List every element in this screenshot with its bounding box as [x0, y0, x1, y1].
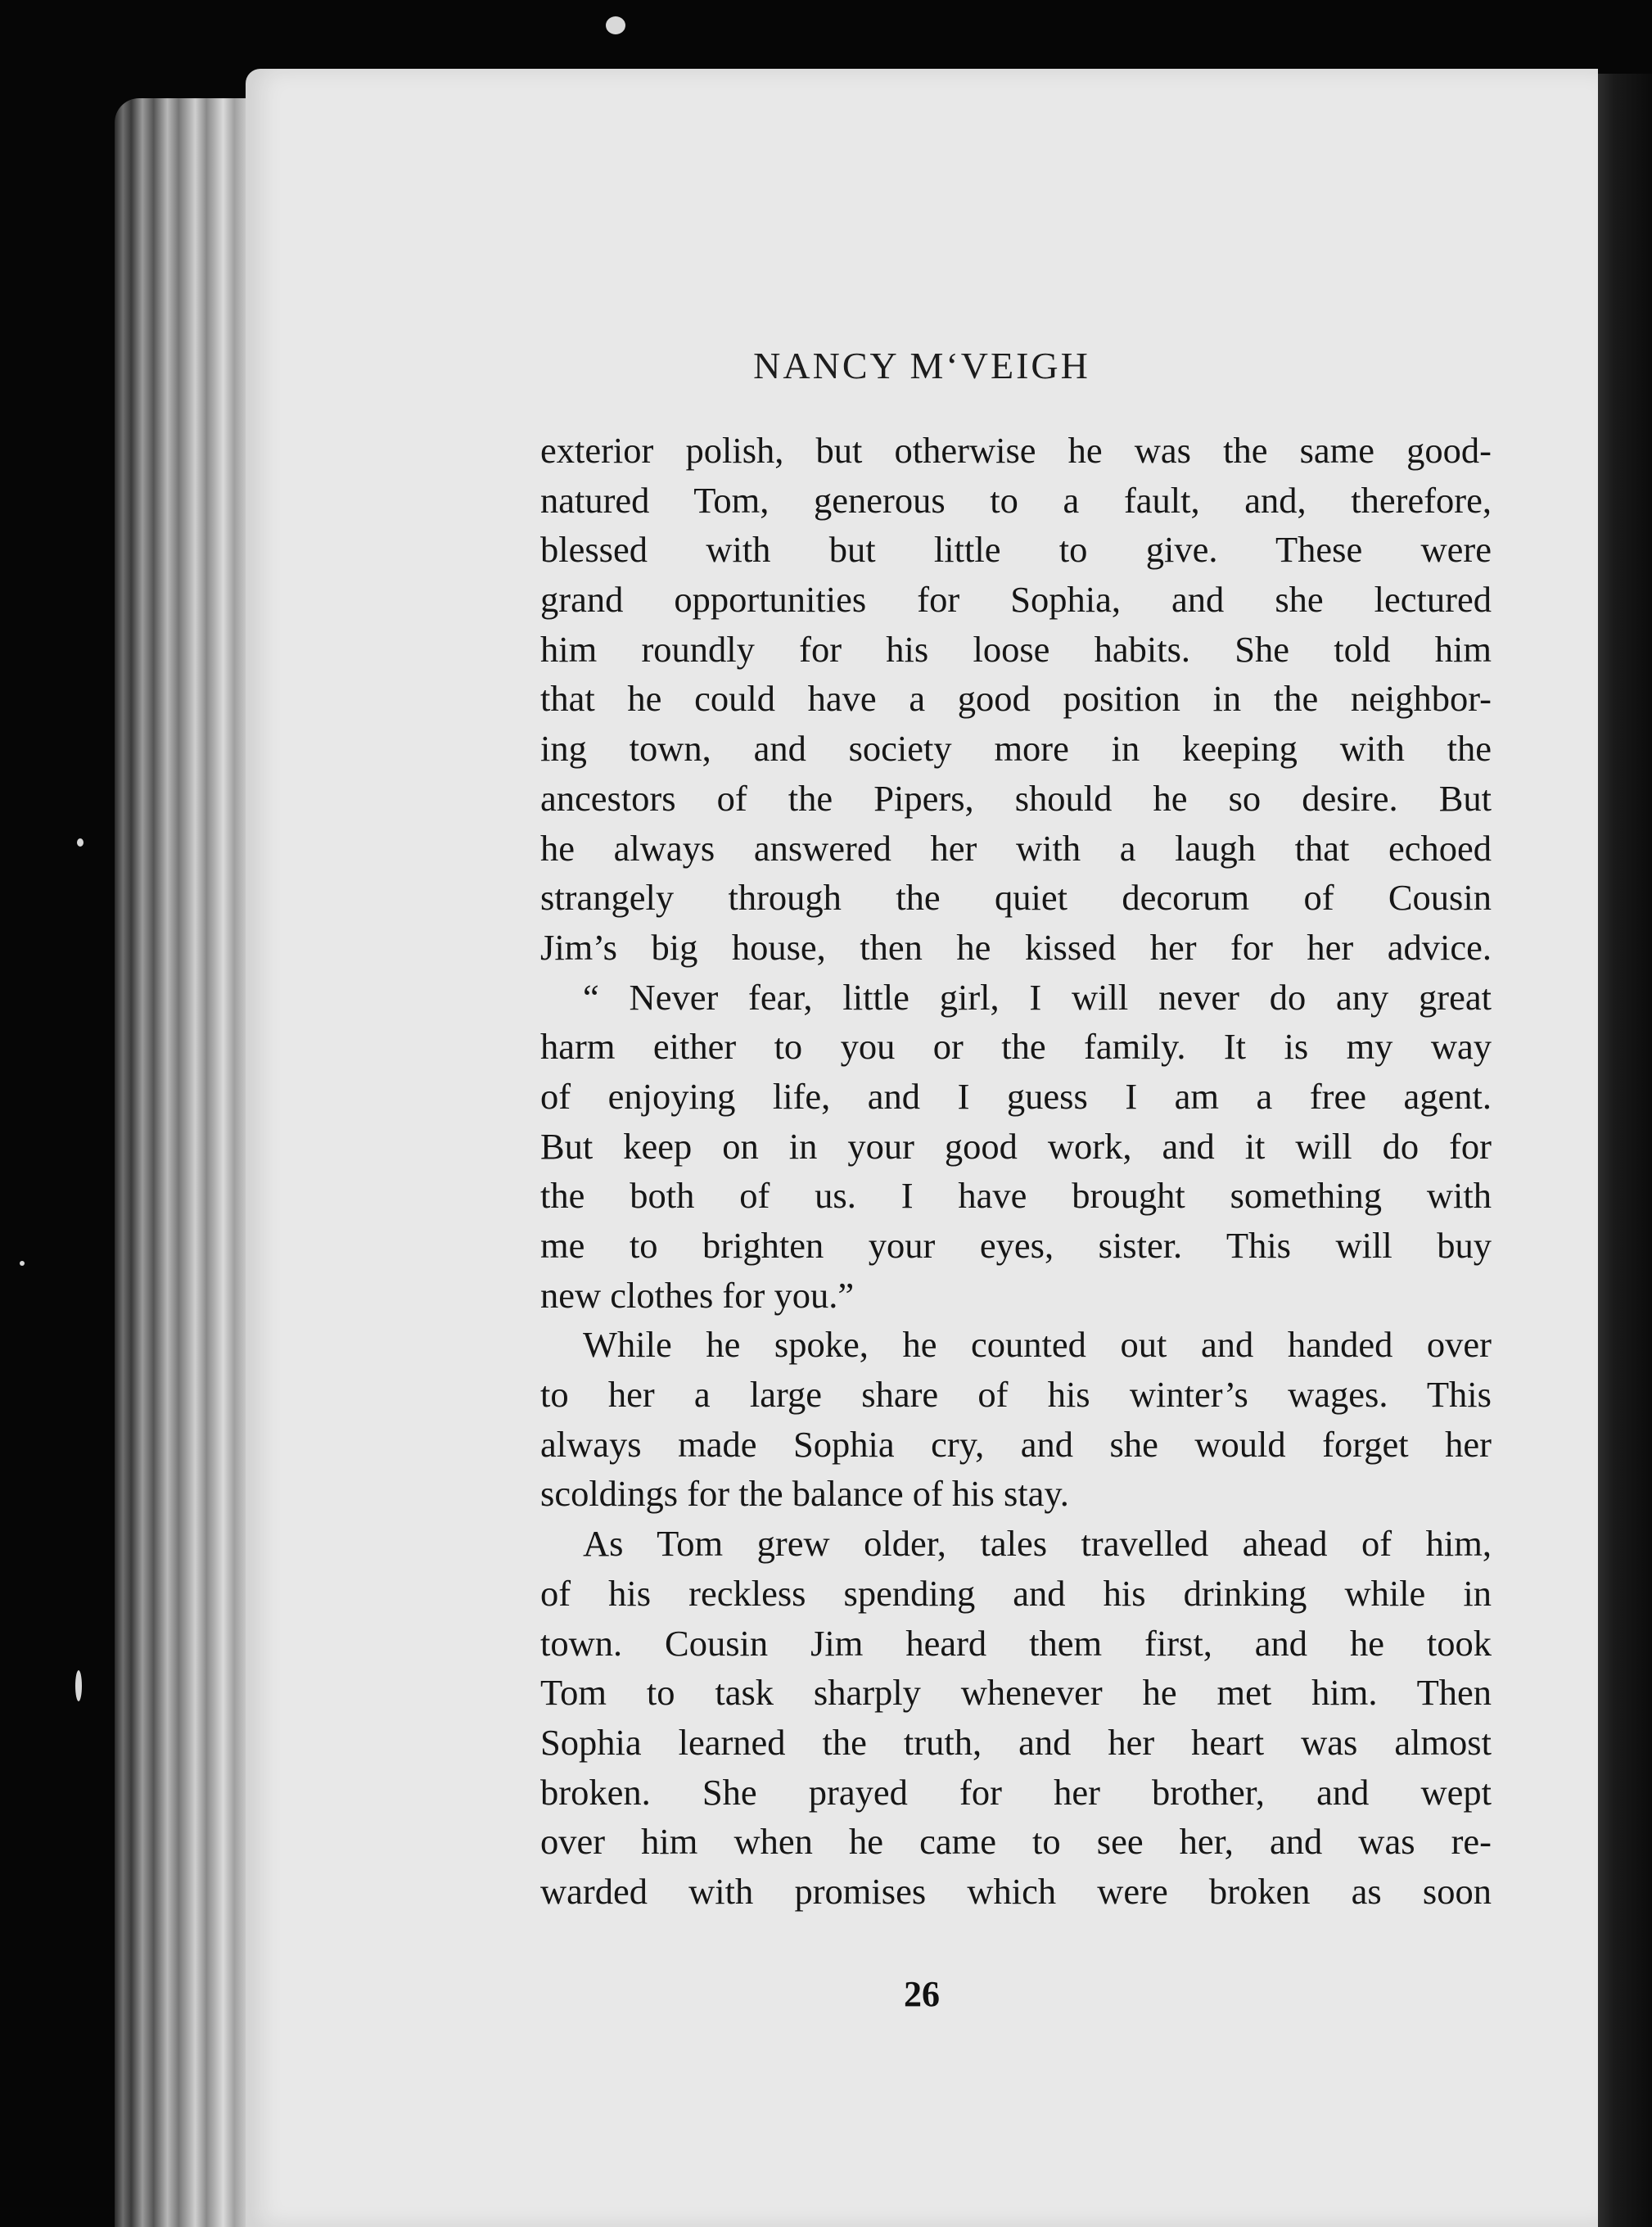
text-line-21: always made Sophia cry, and she would forget her [540, 1423, 1492, 1465]
text-line-25: town. Cousin Jim heard them first, and he took [540, 1622, 1492, 1664]
book-page [246, 69, 1598, 2227]
text-line-2: natured Tom, generous to a fault, and, therefore, [540, 479, 1492, 521]
text-line-1: exterior polish, but otherwise he was the same good- [540, 430, 1492, 471]
text-line-4: grand opportunities for Sophia, and she lectured [540, 579, 1492, 621]
text-line-6: that he could have a good position in the neighbor- [540, 678, 1492, 720]
text-line-12: “ Never fear, little girl, I will never do any great [583, 976, 1492, 1018]
text-line-9: he always answered her with a laugh that echoed [540, 827, 1492, 869]
text-line-16: the both of us. I have brought something with [540, 1175, 1492, 1217]
text-line-11: Jim’s big house, then he kissed her for her advice. [540, 926, 1492, 968]
text-line-23: As Tom grew older, tales travelled ahead of him, [583, 1523, 1492, 1565]
text-line-26: Tom to task sharply whenever he met him. Then [540, 1672, 1492, 1714]
scan-speck [20, 1261, 25, 1266]
body-text [540, 426, 1492, 1917]
page-edges [115, 98, 254, 2227]
text-line-5: him roundly for his loose habits. She told him [540, 628, 1492, 670]
page-number: 26 [904, 1974, 940, 2014]
scan-speck [75, 1670, 82, 1701]
text-line-30: warded with promises which were broken as soon [540, 1870, 1492, 1912]
scan-speck [606, 16, 625, 34]
text-line-20: to her a large share of his winter’s wages. This [540, 1374, 1492, 1416]
text-line-24: of his reckless spending and his drinking while in [540, 1572, 1492, 1614]
text-line-10: strangely through the quiet decorum of Cousin [540, 877, 1492, 919]
scan-speck [77, 838, 84, 847]
text-line-14: of enjoying life, and I guess I am a free agent. [540, 1075, 1492, 1117]
text-line-3: blessed with but little to give. These were [540, 529, 1492, 571]
text-line-22: scoldings for the balance of his stay. [540, 1473, 1069, 1515]
text-line-15: But keep on in your good work, and it will do for [540, 1125, 1492, 1167]
text-line-8: ancestors of the Pipers, should he so desire. But [540, 777, 1492, 819]
text-line-13: harm either to you or the family. It is my way [540, 1026, 1492, 1068]
text-line-7: ing town, and society more in keeping with the [540, 728, 1492, 770]
text-line-17: me to brighten your eyes, sister. This will buy [540, 1225, 1492, 1266]
text-line-19: While he spoke, he counted out and handed over [583, 1324, 1492, 1366]
text-line-29: over him when he came to see her, and was re- [540, 1821, 1492, 1863]
text-line-18: new clothes for you.” [540, 1274, 855, 1316]
text-line-28: broken. She prayed for her brother, and wept [540, 1771, 1492, 1813]
running-head: NANCY M‘VEIGH [753, 345, 1090, 386]
text-line-27: Sophia learned the truth, and her heart was almost [540, 1721, 1492, 1763]
